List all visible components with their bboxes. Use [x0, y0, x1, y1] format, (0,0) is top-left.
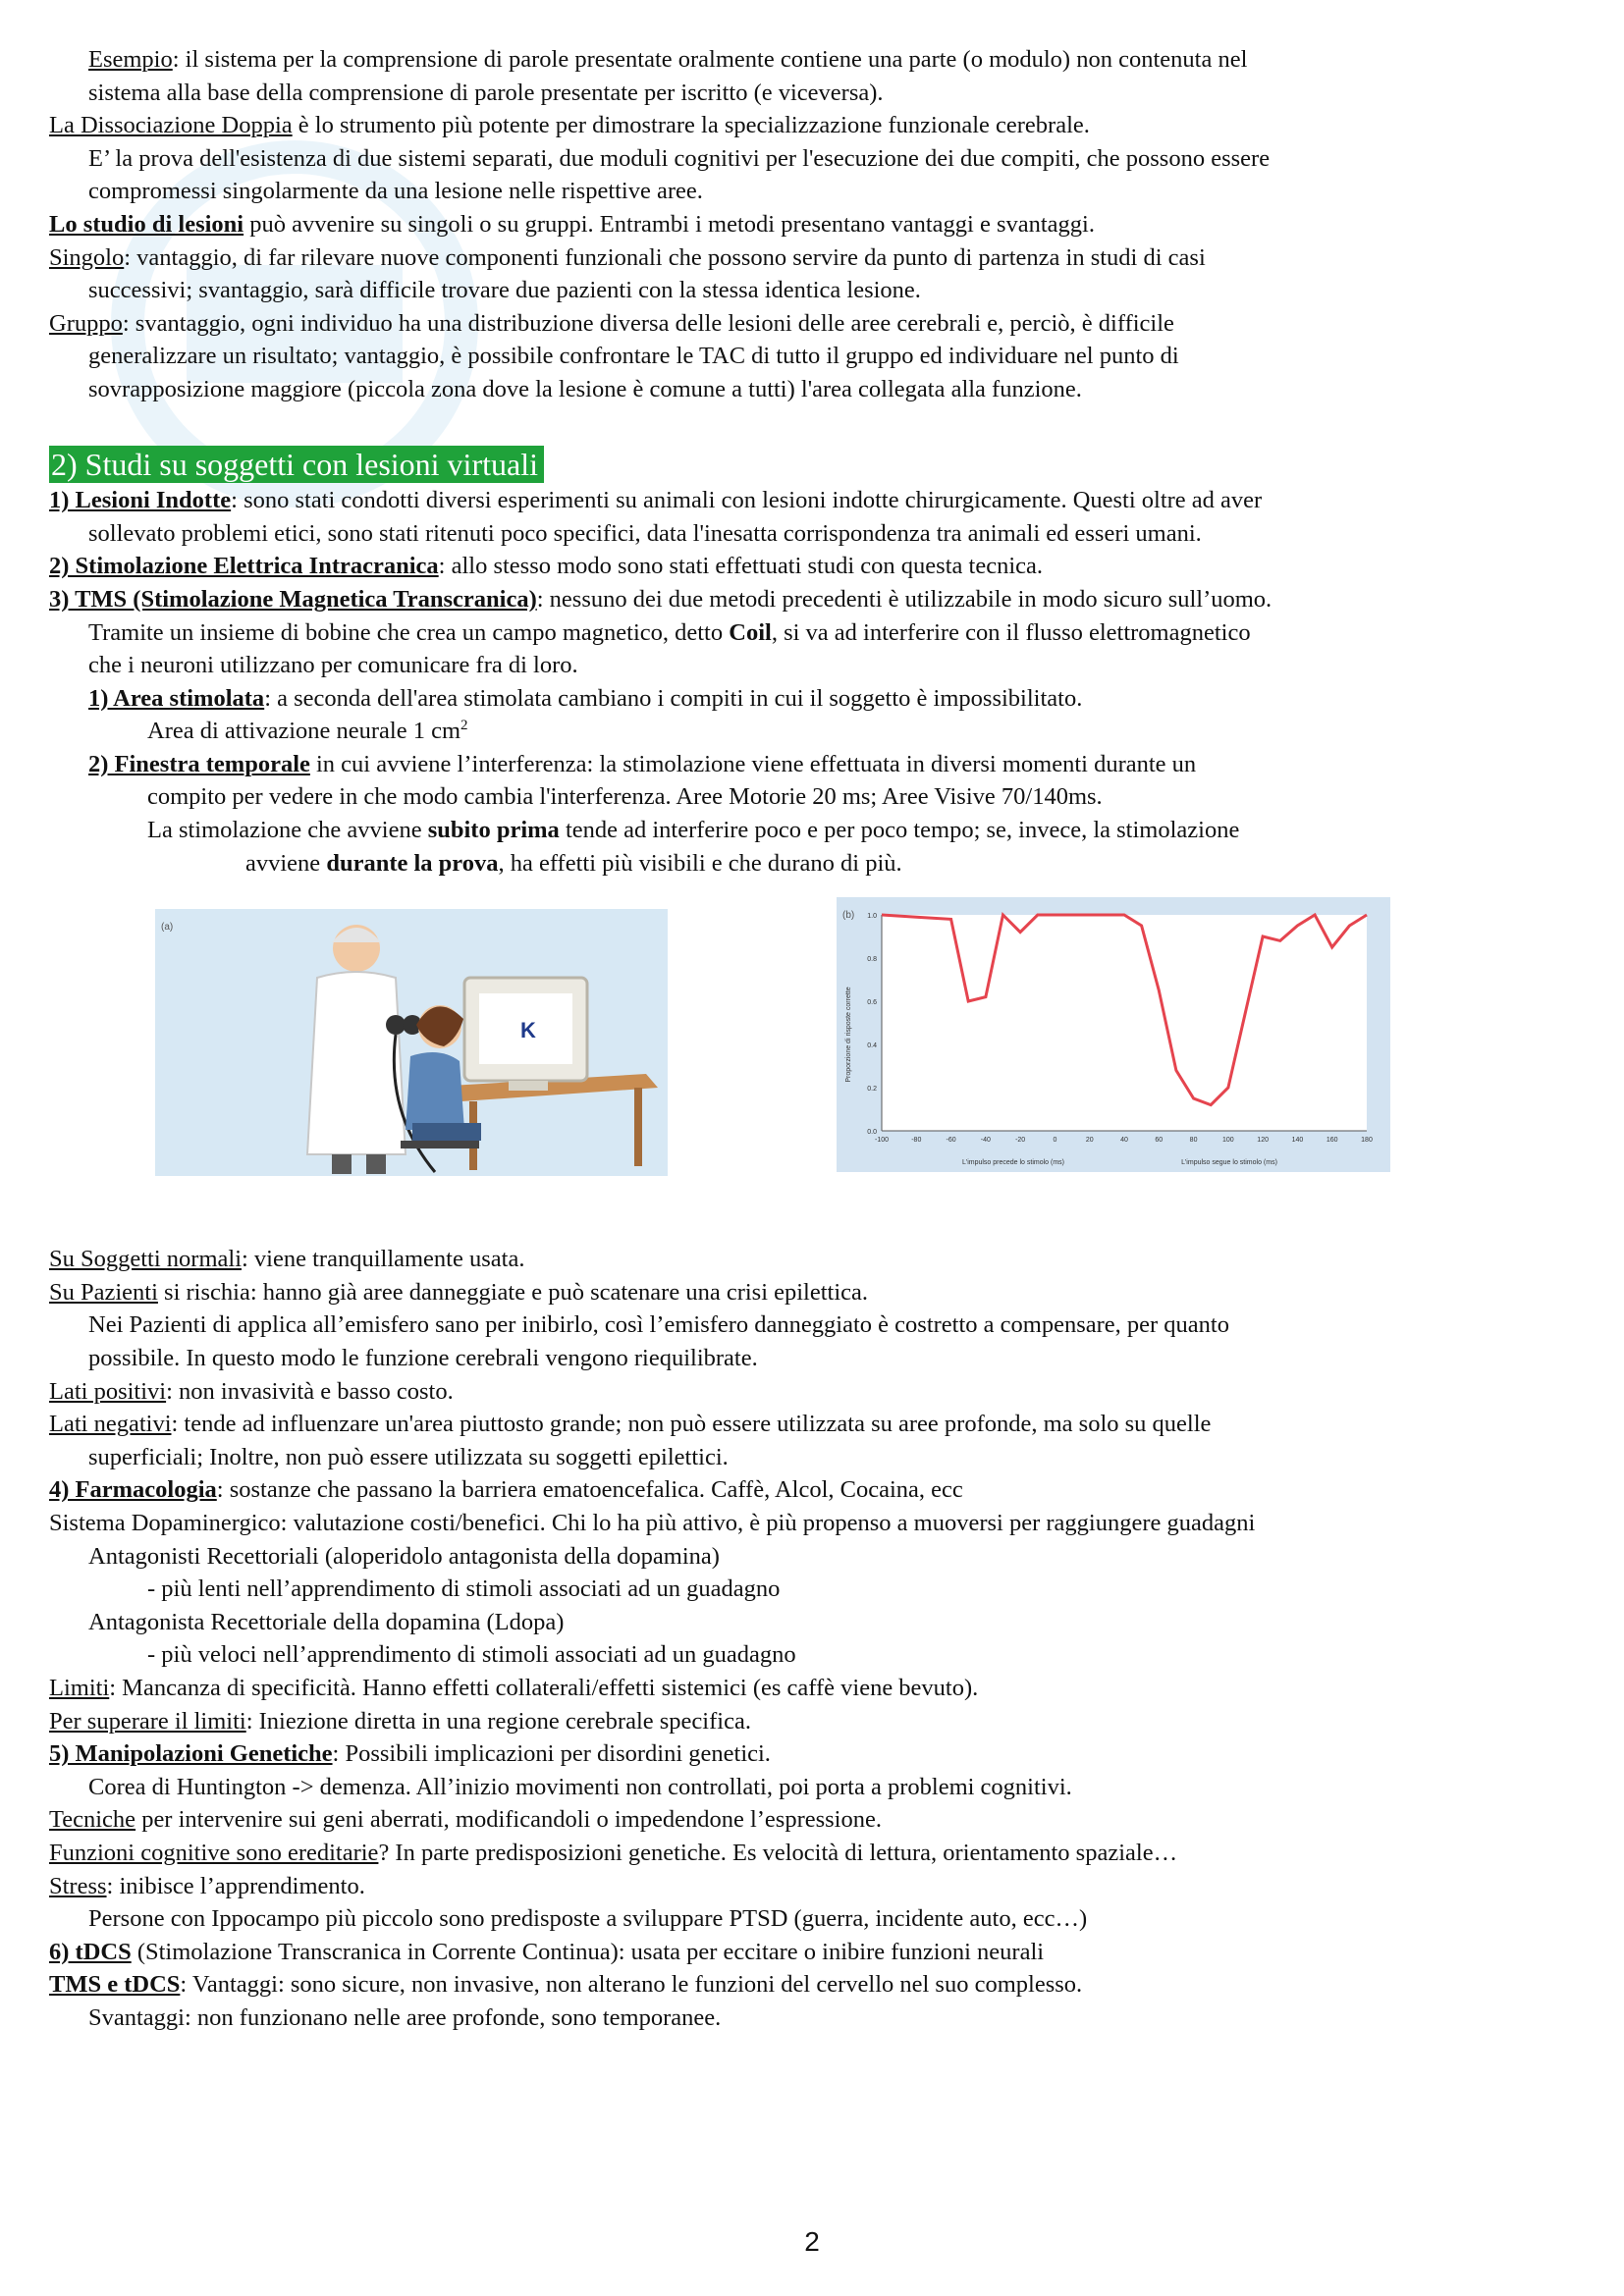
figure-a-label: (a)	[161, 922, 174, 934]
y-tick-label: 0.6	[867, 999, 877, 1007]
x-tick-label: 20	[1085, 1137, 1094, 1145]
coil-line-cont: che i neuroni utilizzano per comunicare fra di loro.	[88, 652, 578, 679]
doctor-coat	[307, 972, 406, 1154]
x-tick-label: 160	[1326, 1137, 1338, 1145]
x-tick-label: 180	[1361, 1137, 1373, 1145]
y-tick-label: 1.0	[867, 913, 877, 921]
plot-area	[882, 915, 1367, 1131]
tdcs-line: 6) tDCS (Stimolazione Transcranica in Corrente Continua): usata per eccitare o inibire funzioni neurali	[49, 1938, 1045, 1965]
y-axis-label: Proporzione di risposte corrette	[845, 987, 852, 1083]
hereditary-line: Funzioni cognitive sono ereditarie? In parte predisposizioni genetiche. Es velocità di lettura, orientamento spaziale…	[49, 1839, 1178, 1866]
hippocampus-line: Persone con Ippocampo più piccolo sono predisposte a sviluppare PTSD (guerra, incidente auto, ecc…)	[88, 1905, 1088, 1933]
monitor-stand	[509, 1081, 548, 1091]
tms-scene-drawing	[155, 909, 668, 1176]
cons-line: Lati negativi: tende ad influenzare un'area piuttosto grande; non può essere utilizzata su aree profonde, ma solo su quelle	[49, 1411, 1212, 1438]
genetic-line: 5) Manipolazioni Genetiche: Possibili implicazioni per disordini genetici.	[49, 1740, 771, 1768]
patients-note-line: Nei Pazienti di applica all’emisfero sano per inibirlo, così l’emisfero danneggiato è costretto a compensare, per quanto	[88, 1311, 1229, 1339]
pros-line: Lati positivi: non invasività e basso costo.	[49, 1377, 454, 1405]
x-tick-label: -100	[874, 1137, 890, 1145]
x-tick-label: -40	[980, 1137, 991, 1145]
doctor-leg	[332, 1154, 352, 1174]
slower-learning-line: - più lenti nell’apprendimento di stimoli associati ad un guadagno	[147, 1575, 781, 1603]
stimulation-during-line: avviene durante la prova, ha effetti più visibili e che durano di più.	[245, 849, 902, 877]
desk-leg	[634, 1088, 642, 1166]
x-tick-label: 100	[1222, 1137, 1234, 1145]
x-axis-label-left: L'impulso precede lo stimolo (ms)	[961, 1159, 1065, 1167]
line-chart	[837, 897, 1390, 1172]
single-line: Singolo: vantaggio, di far rilevare nuove componenti funzionali che possono servire da punto di partenza in studi di casi	[49, 243, 1206, 271]
group-line: Gruppo: svantaggio, ogni individuo ha una distribuzione diversa delle lesioni delle aree cerebrali e, perciò, è difficile	[49, 309, 1174, 337]
y-tick-label: 0.2	[867, 1086, 877, 1094]
page-number: 2	[804, 2226, 820, 2257]
induced-lesions-cont: sollevato problemi etici, sono stati ritenuti poco specifici, data l'inesatta corrispondenza tra animali ed esseri umani.	[88, 519, 1202, 547]
limits-line: Limiti: Mancanza di specificità. Hanno effetti collaterali/effetti sistemici (es caffè viene bevuto).	[49, 1674, 979, 1701]
example-line: Esempio: il sistema per la comprensione di parole presentate oralmente contiene una parte (o modulo) non contenuta nel	[88, 46, 1248, 73]
x-tick-label: 60	[1155, 1137, 1164, 1145]
stimulation-before-line: La stimolazione che avviene subito prima tende ad interferire poco e per poco tempo; se, invece, la stimolazione	[147, 817, 1240, 844]
doctor-leg	[366, 1154, 386, 1174]
doctor-hair	[332, 928, 381, 942]
dopamine-system-line: Sistema Dopaminergico: valutazione costi/benefici. Chi lo ha più attivo, è più propenso a muoversi per raggiungere guadagni	[49, 1510, 1256, 1536]
antagonists-line: Antagonisti Recettoriali (aloperidolo antagonista della dopamina)	[88, 1542, 720, 1570]
proof-line: E’ la prova dell'esistenza di due sistemi separati, due moduli cognitivi per l'esecuzione dei due compiti, che possono essere	[88, 144, 1271, 172]
x-tick-label: 40	[1120, 1137, 1128, 1145]
cons-line-cont: superficiali; Inoltre, non può essere utilizzata su soggetti epilettici.	[88, 1443, 729, 1470]
y-tick-label: 0.8	[867, 956, 877, 964]
faster-learning-line: - più veloci nell’apprendimento di stimoli associati ad un guadagno	[147, 1641, 796, 1669]
area-stimulated-line: 1) Area stimolata: a seconda dell'area stimolata cambiano i compiti in cui il soggetto è impossibilitato.	[88, 684, 1083, 712]
antagonist-ldopa-line: Antagonista Recettoriale della dopamina (Ldopa)	[88, 1608, 565, 1635]
group-line-cont2: sovrapposizione maggiore (piccola zona dove la lesione è comune a tutti) l'area collegata alla funzione.	[88, 375, 1082, 402]
screen-letter: K	[520, 1018, 536, 1043]
lesion-study-line: Lo studio di lesioni può avvenire su singoli o su gruppi. Entrambi i metodi presentano vantaggi e svantaggi.	[49, 210, 1095, 238]
disadvantages-line: Svantaggi: non funzionano nelle aree profonde, sono temporanee.	[88, 2003, 722, 2031]
figure-b-label: (b)	[842, 910, 855, 922]
x-tick-label: 140	[1291, 1137, 1304, 1145]
y-tick-label: 0.0	[867, 1129, 877, 1137]
techniques-line: Tecniche per intervenire sui geni aberrati, modificandoli o impedendone l’espressione.	[49, 1806, 882, 1834]
tms-chart	[837, 897, 1390, 1172]
subject-legs	[412, 1123, 481, 1141]
x-tick-label: 120	[1257, 1137, 1269, 1145]
patients-note-cont: possibile. In questo modo le funzione cerebrali vengono riequilibrate.	[88, 1345, 758, 1372]
patients-line: Su Pazienti si rischia: hanno già aree danneggiate e può scatenare una crisi epilettica.	[49, 1278, 869, 1306]
double-dissociation-line: La Dissociazione Doppia è lo strumento più potente per dimostrare la specializzazione funzionale cerebrale.	[49, 112, 1090, 139]
activation-area-line: Area di attivazione neurale 1 $cm^2$	[147, 718, 468, 745]
normal-subjects-line: Su Soggetti normali: viene tranquillamente usata.	[49, 1246, 525, 1273]
tms-illustration	[155, 909, 668, 1176]
subject-shirt	[406, 1052, 464, 1130]
coil-line: Tramite un insieme di bobine che crea un campo magnetico, detto Coil, si va ad interferire con il flusso elettromagnetico	[88, 618, 1251, 646]
time-window-line: 2) Finestra temporale in cui avviene l’interferenza: la stimolazione viene effettuata in diversi momenti durante un	[88, 750, 1197, 777]
single-line-cont: successivi; svantaggio, sarà difficile trovare due pazienti con la stessa identica lesione.	[88, 277, 921, 304]
example-line-cont: sistema alla base della comprensione di parole presentate per iscritto (e viceversa).	[88, 79, 884, 106]
text-body	[49, 43, 1591, 2035]
y-tick-label: 0.4	[867, 1042, 877, 1050]
overcome-limits-line: Per superare il limiti: Iniezione diretta in una regione cerebrale specifica.	[49, 1707, 751, 1735]
time-window-cont: compito per vedere in che modo cambia l'interferenza. Aree Motorie 20 ms; Aree Visive 70/140ms.	[147, 783, 1103, 811]
x-tick-label: -80	[911, 1137, 922, 1145]
induced-lesions-line: 1) Lesioni Indotte: sono stati condotti diversi esperimenti su animali con lesioni indotte chirurgicamente. Questi oltre ad aver	[49, 487, 1263, 514]
x-tick-label: 0	[1053, 1137, 1057, 1145]
x-tick-label: 80	[1189, 1137, 1198, 1145]
intracranial-line: 2) Stimolazione Elettrica Intracranica: allo stesso modo sono stati effettuati studi con questa tecnica.	[49, 553, 1043, 580]
stress-line: Stress: inibisce l’apprendimento.	[49, 1872, 365, 1899]
x-tick-label: -20	[1015, 1137, 1026, 1145]
huntington-line: Corea di Huntington -> demenza. All’inizio movimenti non controllati, poi porta a problemi cognitivi.	[88, 1773, 1072, 1800]
pharmacology-line: 4) Farmacologia: sostanze che passano la barriera ematoencefalica. Caffè, Alcol, Cocaina, ecc	[49, 1476, 963, 1504]
x-tick-label: -60	[946, 1137, 956, 1145]
section-heading: 2) Studi su soggetti con lesioni virtuali	[49, 446, 544, 483]
figures-row	[49, 909, 1591, 1215]
tms-tdcs-line: TMS e tDCS: Vantaggi: sono sicure, non invasive, non alterano le funzioni del cervello nel suo complesso.	[49, 1971, 1083, 1999]
proof-line-cont: compromessi singolarmente da una lesione nelle rispettive aree.	[88, 178, 703, 205]
tms-line: 3) TMS (Stimolazione Magnetica Transcranica): nessuno dei due metodi precedenti è utilizzabile in modo sicuro sull’uomo.	[49, 585, 1272, 613]
chair-seat	[401, 1141, 479, 1148]
x-axis-label-right: L'impulso segue lo stimolo (ms)	[1181, 1159, 1277, 1167]
group-line-cont: generalizzare un risultato; vantaggio, è possibile confrontare le TAC di tutto il gruppo ed individuare nel punto di	[88, 343, 1179, 370]
